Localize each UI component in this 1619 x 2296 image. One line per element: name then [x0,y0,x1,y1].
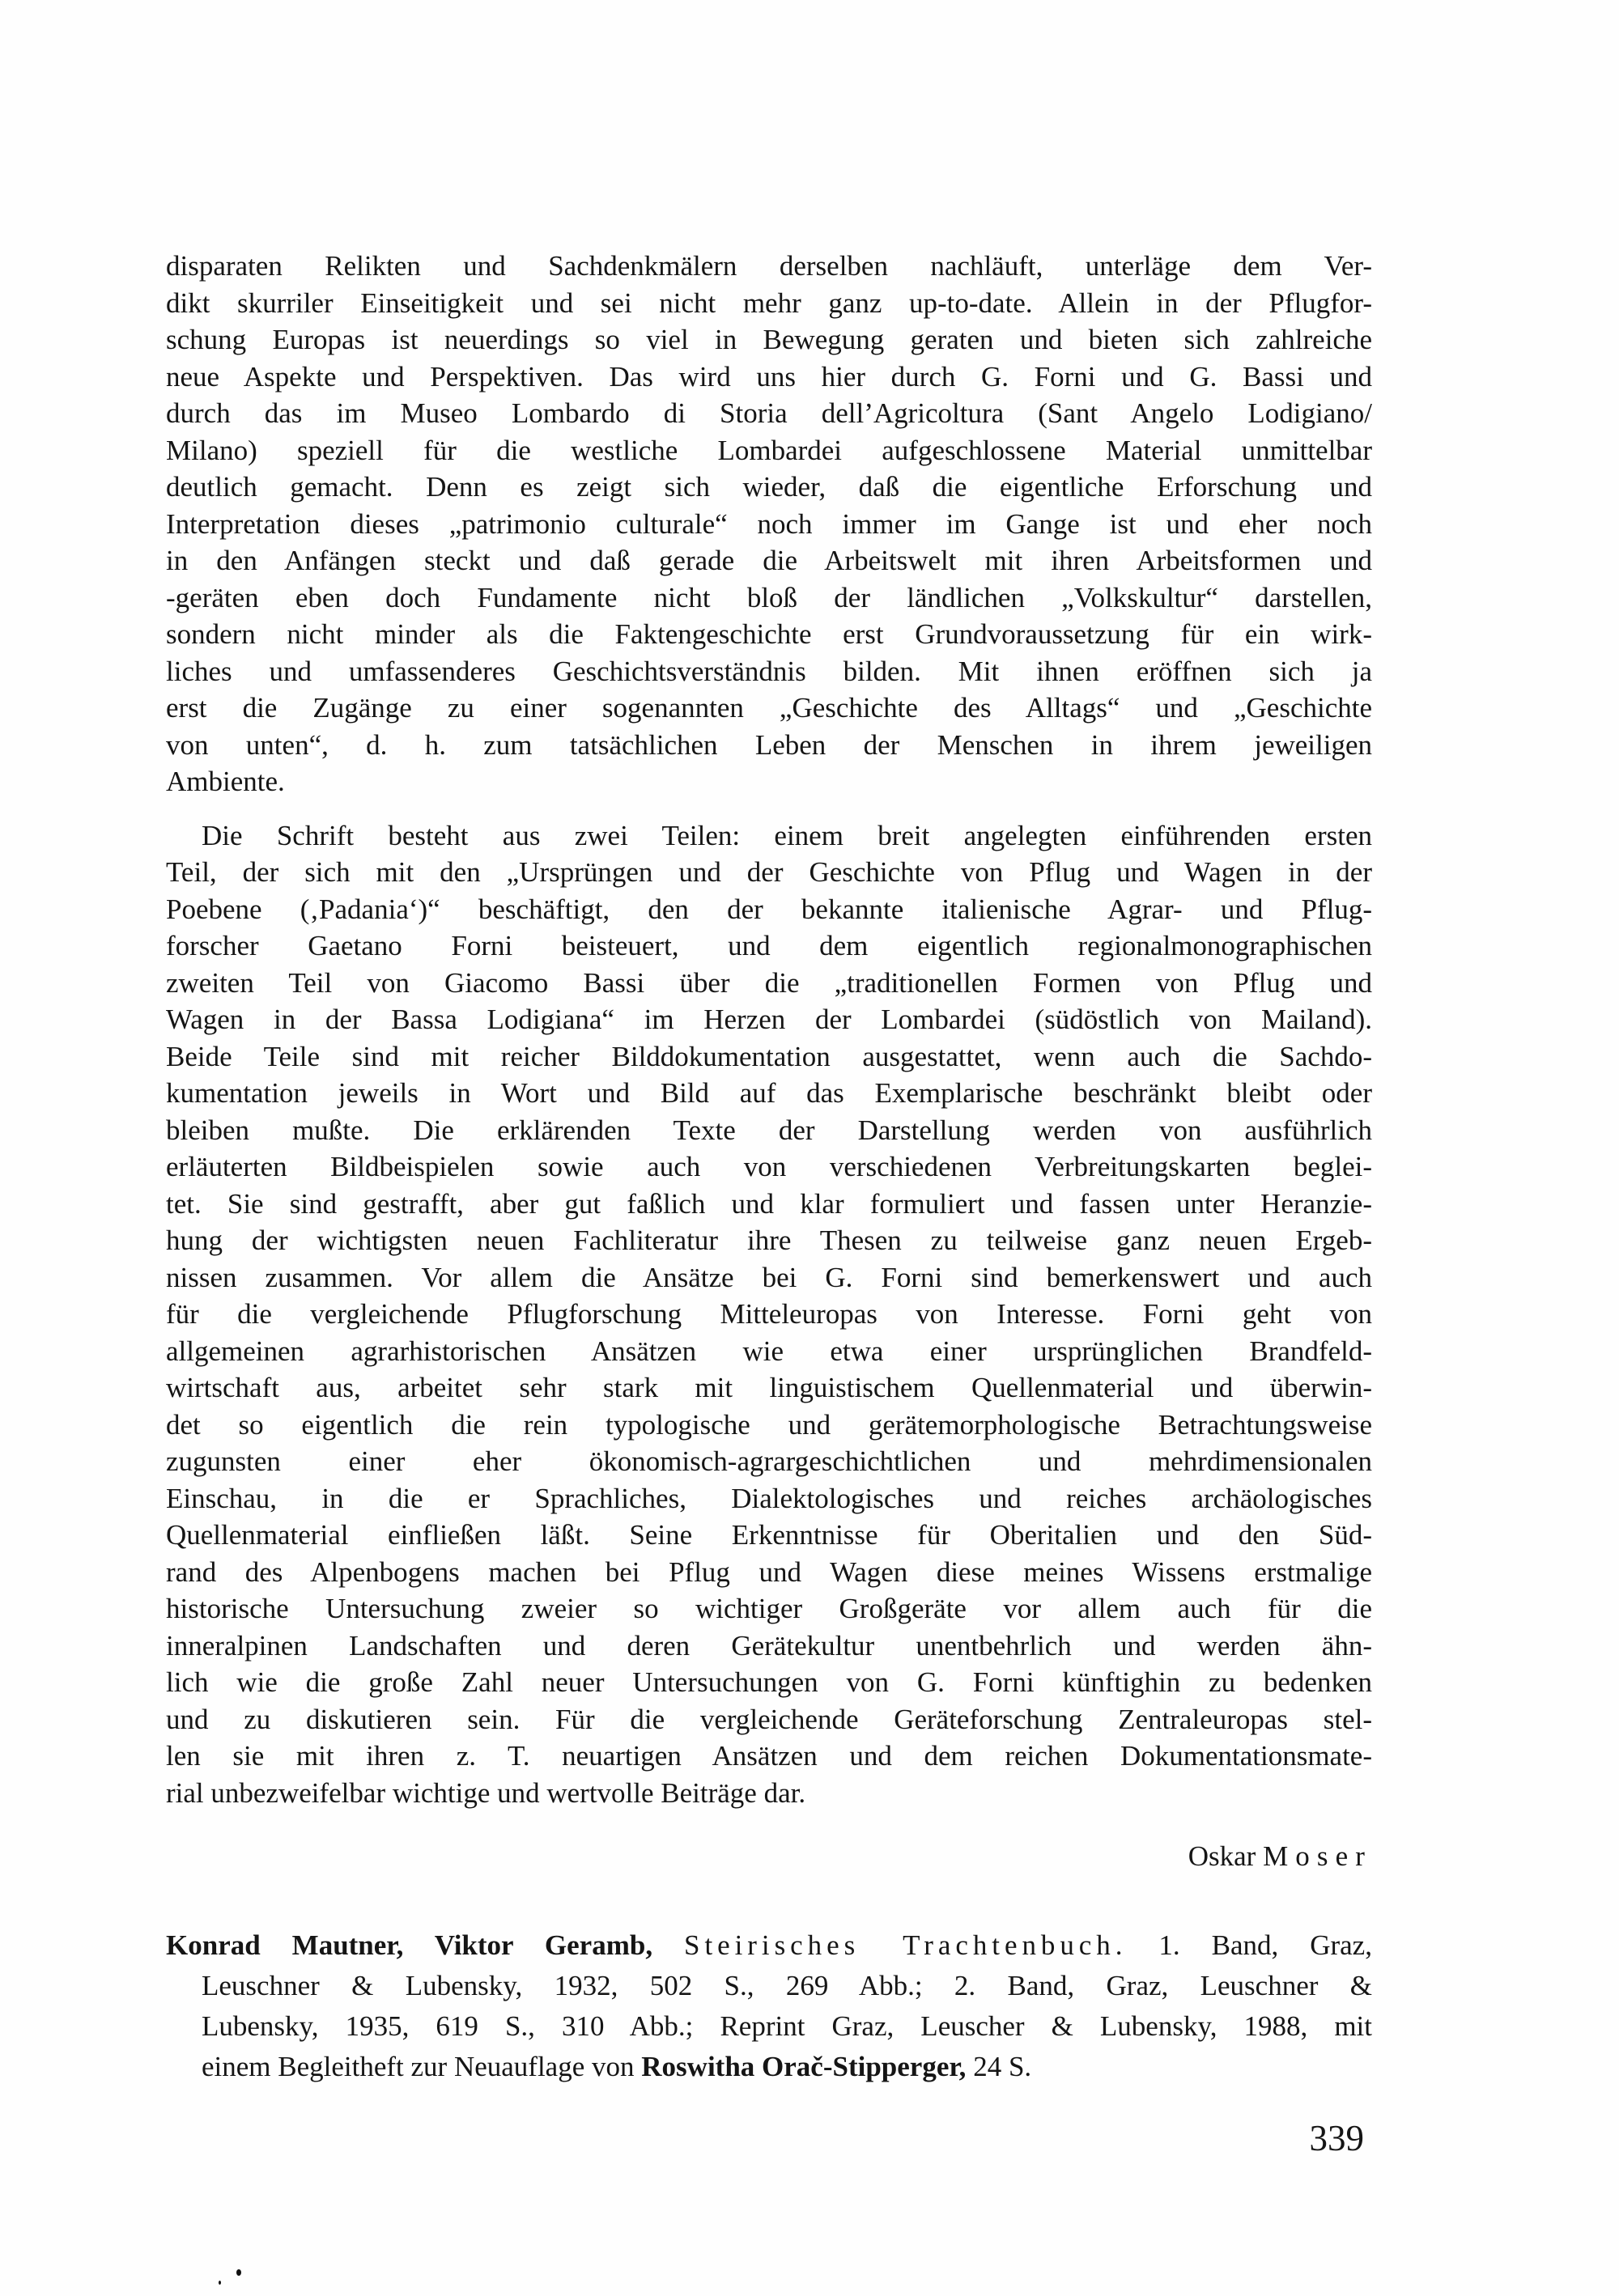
text-line: Einschau, in die er Sprachliches, Dialektologisches und reiches archäologisches [166,1482,1372,1514]
review-paragraph-2 [166,817,1372,1812]
text-line: nissen zusammen. Vor allem die Ansätze bei G. Forni sind bemerkenswert und auch [166,1261,1372,1293]
text-line: det so eigentlich die rein typologische und gerätemorphologische Betrachtungsweise [166,1408,1372,1441]
text-line: historische Untersuchung zweier so wichtiger Großgeräte vor allem auch für die [166,1593,1372,1624]
text-line: erläuterten Bildbeispielen sowie auch von verschiedenen Verbreitungskarten beglei- [166,1151,1372,1182]
text-line: Milano) speziell für die westliche Lombardei aufgeschlossene Material unmittelbar [166,434,1372,466]
text-segment: Lubensky, 1935, 619 S., 310 Abb.; Reprint Graz, Leuscher & Lubensky, 1988, mit [202,2010,1372,2042]
text-segment: Leuschner & Lubensky, 1932, 502 S., 269 Abb.; 2. Band, Graz, Leuschner & [202,1969,1372,2001]
text-segment: 24 S. [966,2050,1032,2082]
text-line: forscher Gaetano Forni beisteuert, und dem eigentlich regionalmonographischen [166,930,1372,961]
text-line: in den Anfängen steckt und daß gerade die Arbeitswelt mit ihren Arbeitsformen und [166,545,1372,576]
text-line [166,2006,1372,2047]
text-line: bleiben mußte. Die erklärenden Texte der Darstellung werden von ausführlich [166,1114,1372,1146]
review-paragraph-1 [166,248,1372,800]
text-line [166,2047,1372,2087]
text-block [166,248,1372,2158]
text-line: durch das im Museo Lombardo di Storia dell’Agricoltura (Sant Angelo Lodigiano/ [166,397,1372,429]
text-line: tet. Sie sind gestrafft, aber gut faßlich und klar formuliert und fassen unter Heranzie- [166,1187,1372,1220]
bold-text-segment: Konrad Mautner, Viktor Geramb, [166,1929,685,1961]
text-line: lich wie die große Zahl neuer Untersuchungen von G. Forni künftighin zu bedenken [166,1666,1372,1698]
bold-text-segment: Roswitha Orač-Stipperger, [641,2050,967,2082]
text-line [166,1925,1372,1966]
text-segment: 1. Band, Graz, [1127,1929,1372,1961]
text-line: Beide Teile sind mit reicher Bilddokumentation ausgestattet, wenn auch die Sachdo- [166,1040,1372,1072]
text-line: allgemeinen agrarhistorischen Ansätzen wie etwa einer ursprünglichen Brandfeld- [166,1335,1372,1367]
text-line: neue Aspekte und Perspektiven. Das wird uns hier durch G. Forni und G. Bassi und [166,360,1372,393]
text-line: Interpretation dieses „patrimonio culturale“ noch immer im Gange ist und eher noch [166,507,1372,540]
page-number: 339 [1309,2117,1364,2158]
reviewer-last-name: Moser [1263,1840,1372,1872]
text-line: erst die Zugänge zu einer sogenannten „Geschichte des Alltags“ und „Geschichte [166,692,1372,724]
text-line: inneralpinen Landschaften und deren Gerätekultur unentbehrlich und werden ähn- [166,1629,1372,1662]
text-line: Wagen in der Bassa Lodigiana“ im Herzen der Lombardei (südöstlich von Mailand). [166,1004,1372,1035]
text-line: disparaten Relikten und Sachdenkmälern derselben nachläuft, unterläge dem Ver- [166,250,1372,282]
text-line: rand des Alpenbogens machen bei Pflug und Wagen diese meines Wissens erstmalige [166,1555,1372,1588]
text-line: und zu diskutieren sein. Für die vergleichende Geräteforschung Zentraleuropas stel- [166,1703,1372,1735]
text-line: Poebene (‚Padania‘)“ beschäftigt, den der bekannte italienische Agrar- und Pflug- [166,893,1372,925]
reviewer-first-name: Oskar [1188,1840,1256,1872]
text-line: -geräten eben doch Fundamente nicht bloß der ländlichen „Volkskultur“ darstellen, [166,581,1372,613]
ink-speck [219,2281,221,2285]
text-line: hung der wichtigsten neuen Fachliteratur ihre Thesen zu teilweise ganz neuen Ergeb- [166,1224,1372,1256]
text-line: Die Schrift besteht aus zwei Teilen: einem breit angelegten einführenden ersten [202,819,1372,851]
text-line: Ambiente. [166,766,285,797]
text-line: sondern nicht minder als die Faktengeschichte erst Grundvoraussetzung für ein wirk- [166,618,1372,650]
text-line: zugunsten einer eher ökonomisch-agrargeschichtlichen und mehrdimensionalen [166,1445,1372,1477]
text-line: wirtschaft aus, arbeitet sehr stark mit linguistischem Quellenmaterial und überwin- [166,1372,1372,1403]
text-line: Teil, der sich mit den „Ursprüngen und der Geschichte von Pflug und Wagen in der [166,856,1372,888]
text-segment: einem Begleitheft zur Neuauflage von [202,2050,642,2082]
text-line: deutlich gemacht. Denn es zeigt sich wieder, daß die eigentliche Erforschung und [166,471,1372,503]
book-reference-entry [166,1925,1372,2087]
text-line [166,1966,1372,2006]
text-line: schung Europas ist neuerdings so viel in Bewegung geraten und bieten sich zahlreiche [166,324,1372,355]
reviewer-signature [166,1838,1372,1875]
text-line: von unten“, d. h. zum tatsächlichen Leben der Menschen in ihrem jeweiligen [166,728,1372,761]
spaced-text-segment: Steirisches Trachtenbuch. [684,1929,1128,1961]
text-line: Quellenmaterial einfließen läßt. Seine Erkenntnisse für Oberitalien und den Süd- [166,1519,1372,1551]
ink-speck [236,2269,241,2276]
text-line: dikt skurriler Einseitigkeit und sei nicht mehr ganz up-to-date. Allein in der Pflugfor- [166,286,1372,319]
text-line: rial unbezweifelbar wichtige und wertvolle Beiträge dar. [166,1776,806,1809]
text-line: kumentation jeweils in Wort und Bild auf das Exemplarische beschränkt bleibt oder [166,1077,1372,1109]
text-line: für die vergleichende Pflugforschung Mitteleuropas von Interesse. Forni geht von [166,1298,1372,1330]
text-line: len sie mit ihren z. T. neuartigen Ansätzen und dem reichen Dokumentationsmate- [166,1740,1372,1772]
text-line: zweiten Teil von Giacomo Bassi über die „traditionellen Formen von Pflug und [166,966,1372,999]
text-line: liches und umfassenderes Geschichtsverständnis bilden. Mit ihnen eröffnen sich ja [166,655,1372,687]
